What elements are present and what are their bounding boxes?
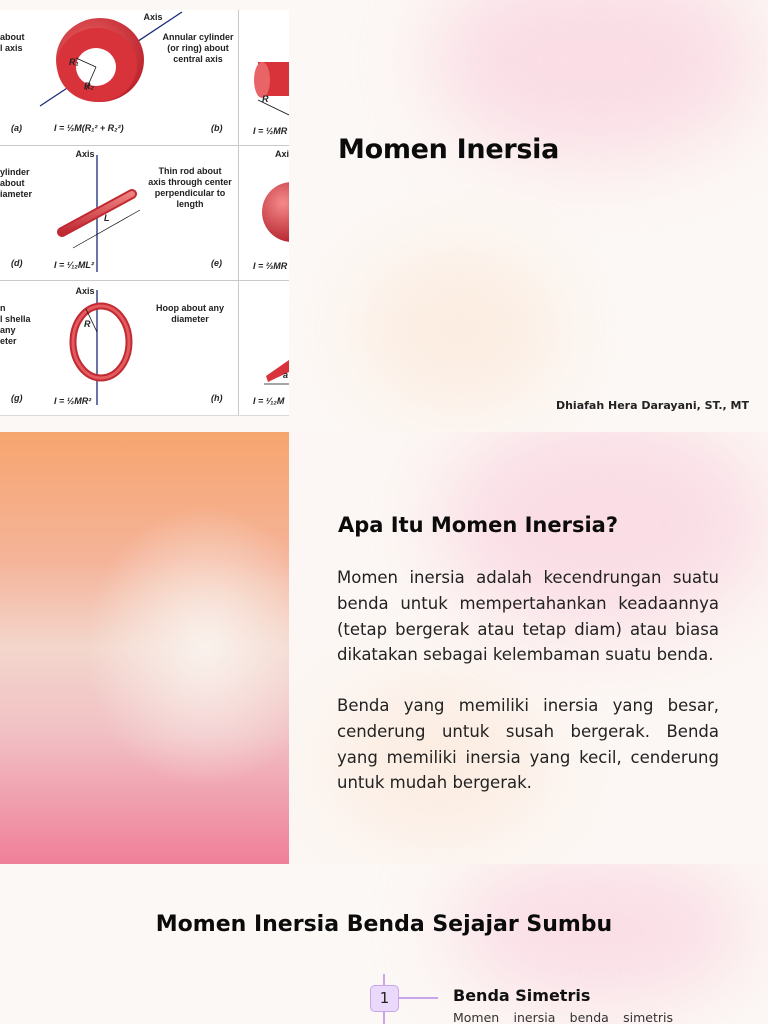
dimension-label: a	[283, 370, 289, 380]
slide-title-heading: Momen Inersia	[338, 134, 560, 165]
parallel-axis-heading: Momen Inersia Benda Sejajar Sumbu	[155, 912, 613, 937]
axis-label: Axis	[143, 12, 163, 22]
axis-label: Axi	[274, 149, 289, 159]
timeline-item-text: Momen inersia benda simetris	[453, 1010, 673, 1024]
formula-e: I = ⅔MR	[253, 261, 288, 271]
author-name: Dhiafah Hera Darayani, ST., MT	[555, 399, 749, 412]
formula-g: I = ½MR²	[54, 396, 92, 406]
definition-heading: Apa Itu Momen Inersia?	[338, 513, 619, 537]
figure-caption-h: Hoop about any diameter	[156, 303, 224, 324]
timeline-number-badge: 1	[370, 985, 399, 1012]
hoop-drawing	[73, 290, 129, 405]
figure-caption-e: Thin rod about axis through center perpendicular to length	[148, 166, 232, 209]
formula-h: I = ¹⁄₁₂M	[253, 396, 285, 406]
timeline-connector	[398, 997, 438, 999]
figure-letter-d: (d)	[11, 258, 23, 268]
radius-label: R	[84, 319, 91, 329]
figure-letter-a: (a)	[11, 123, 22, 133]
figure-letter-g: (g)	[11, 393, 23, 403]
radius-label: R	[262, 94, 269, 104]
figure-caption-d: ylinder about iameter	[0, 167, 33, 199]
formula-b: I = ½MR	[253, 126, 288, 136]
formula-d: I = ¹⁄₁₂ML²	[54, 260, 94, 270]
figure-letter-e: (e)	[211, 258, 222, 268]
timeline-item-title: Benda Simetris	[453, 986, 591, 1005]
solid-sphere-drawing	[262, 182, 289, 242]
radius-label: R₂	[84, 81, 94, 91]
thin-rod-drawing	[62, 155, 140, 272]
axis-label: Axis	[75, 286, 95, 296]
radius-label: R₁	[69, 57, 79, 67]
figure-caption-b: Annular cylinder (or ring) about central axis	[162, 32, 234, 64]
inertia-paragraph: Benda yang memiliki inersia yang besar, cenderung untuk susah bergerak. Benda yang memiliki inersia yang kecil, cenderung untuk mudah bergerak.	[337, 696, 719, 793]
slide-title	[0, 0, 768, 432]
definition-paragraph: Momen inersia adalah kecendrungan suatu benda untuk mempertahankan keadaannya (tetap bergerak atau tetap diam) atau biasa dikatakan sebagai kelembaman suatu benda.	[337, 568, 719, 665]
moment-of-inertia-figure	[0, 10, 289, 416]
decorative-gradient-panel	[0, 432, 289, 864]
figure-letter-b: (b)	[211, 123, 223, 133]
background-glow	[360, 250, 560, 410]
figure-drawings	[0, 10, 289, 416]
formula-a: I = ½M(R₁² + R₂²)	[54, 123, 124, 133]
figure-letter-h: (h)	[211, 393, 223, 403]
axis-label: Axis	[75, 149, 95, 159]
solid-cylinder-drawing	[254, 62, 289, 115]
figure-caption-a: about l axis	[0, 32, 25, 53]
length-label: L	[104, 213, 110, 223]
figure-caption-g: n l shella any eter	[0, 303, 31, 346]
